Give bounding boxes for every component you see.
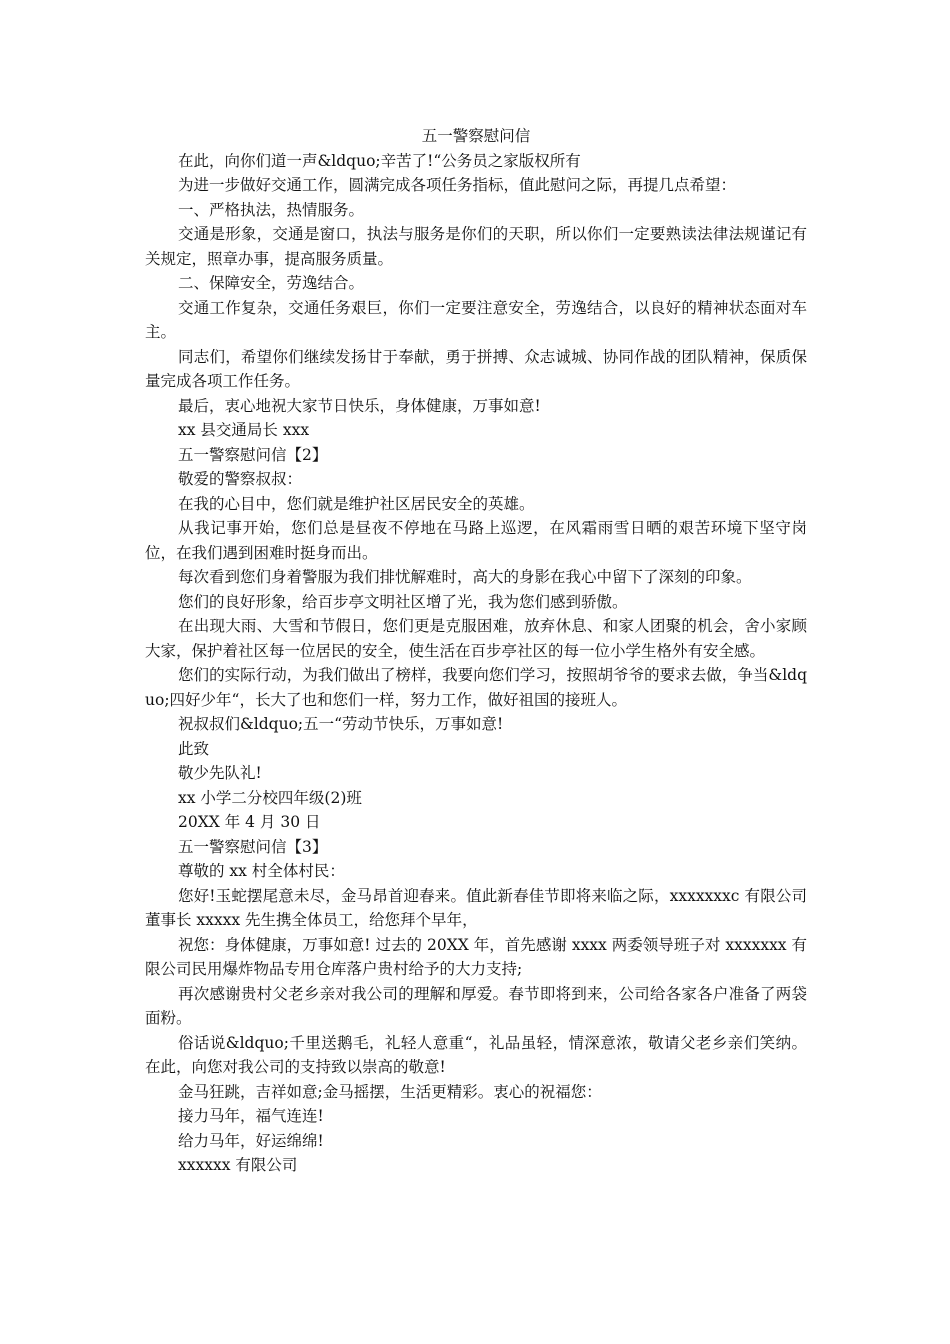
paragraph: 最后，衷心地祝大家节日快乐，身体健康，万事如意! [178,396,541,415]
section-heading: 二、保障安全，劳逸结合。 [178,274,365,292]
paragraph: 在此，向你们道一声&ldquo;辛苦了!“公务员之家版权所有 [178,151,581,170]
date: 20XX 年 4 月 30 日 [178,813,321,831]
document-body [145,124,807,1178]
signature: xx 县交通局长 xxx [178,421,310,439]
paragraph: 交通工作复杂，交通任务艰巨，你们一定要注意安全，劳逸结合，以良好的精神状态面对车主。 [145,298,807,341]
paragraph: 在我的心目中，您们就是维护社区居民安全的英雄。 [178,494,535,513]
letter-heading: 五一警察慰问信【2】 [178,445,328,464]
paragraph: 您们的实际行动，为我们做出了榜样，我要向您们学习，按照胡爷爷的要求去做，争当&ldquo;四好少年“，长大了也和您们一样，努力工作，做好祖国的接班人。 [145,666,807,709]
paragraph: 从我记事开始，您们总是昼夜不停地在马路上巡逻，在风霜雨雪日晒的艰苦环境下坚守岗位，在我们遇到困难时挺身而出。 [145,519,807,562]
paragraph: 再次感谢贵村父老乡亲对我公司的理解和厚爱。春节即将到来，公司给各家各户准备了两袋面粉。 [145,984,807,1027]
signature: xx 小学二分校四年级(2)班 [178,788,362,807]
salutation: 尊敬的 xx 村全体村民： [178,862,345,880]
paragraph: 接力马年，福气连连! [178,1107,324,1125]
paragraph: 交通是形象，交通是窗口，执法与服务是你们的天职，所以你们一定要熟读法律法规谨记有关规定，照章办事，提高服务质量。 [145,225,807,268]
paragraph: 您好!玉蛇摆尾意未尽，金马昂首迎春来。值此新春佳节即将来临之际，xxxxxxxc 有限公司董事长 xxxxx 先生携全体员工，给您拜个早年， [145,886,807,929]
paragraph: 给力马年，好运绵绵! [178,1131,324,1150]
section-heading: 一、严格执法，热情服务。 [178,200,365,219]
letter-heading: 五一警察慰问信【3】 [178,837,328,856]
paragraph: 金马狂跳，吉祥如意;金马摇摆，生活更精彩。衷心的祝福您： [178,1082,602,1101]
signature: xxxxxx 有限公司 [178,1156,298,1174]
paragraph: 为进一步做好交通工作，圆满完成各项任务指标，值此慰问之际，再提几点希望： [178,176,737,194]
paragraph: 同志们，希望你们继续发扬甘于奉献，勇于拼搏、众志诚城、协同作战的团队精神，保质保量完成各项工作任务。 [145,347,807,390]
paragraph: 祝叔叔们&ldquo;五一“劳动节快乐，万事如意! [178,715,504,733]
closing: 此致 [178,739,210,758]
closing: 敬少先队礼! [178,764,262,782]
paragraph: 在出现大雨、大雪和节假日，您们更是克服困难，放弃休息、和家人团聚的机会，舍小家顾大家，保护着社区每一位居民的安全，使生活在百步亭社区的每一位小学生格外有安全感。 [145,617,807,660]
paragraph: 每次看到您们身着警服为我们排忧解难时，高大的身影在我心中留下了深刻的印象。 [178,568,752,586]
paragraph: 俗话说&ldquo;千里送鹅毛，礼轻人意重“，礼品虽轻，情深意浓，敬请父老乡亲们笑纳。 在此，向您对我公司的支持致以崇高的敬意! [145,1033,807,1076]
paragraph: 您们的良好形象，给百步亭文明社区增了光，我为您们感到骄傲。 [178,592,628,611]
document-title: 五一警察慰问信 [421,127,531,145]
salutation: 敬爱的警察叔叔： [178,470,303,488]
paragraph: 祝您：身体健康，万事如意! 过去的 20XX 年，首先感谢 xxxx 两委领导班子对 xxxxxxx 有限公司民用爆炸物品专用仓库落户贵村给予的大力支持; [145,935,807,978]
